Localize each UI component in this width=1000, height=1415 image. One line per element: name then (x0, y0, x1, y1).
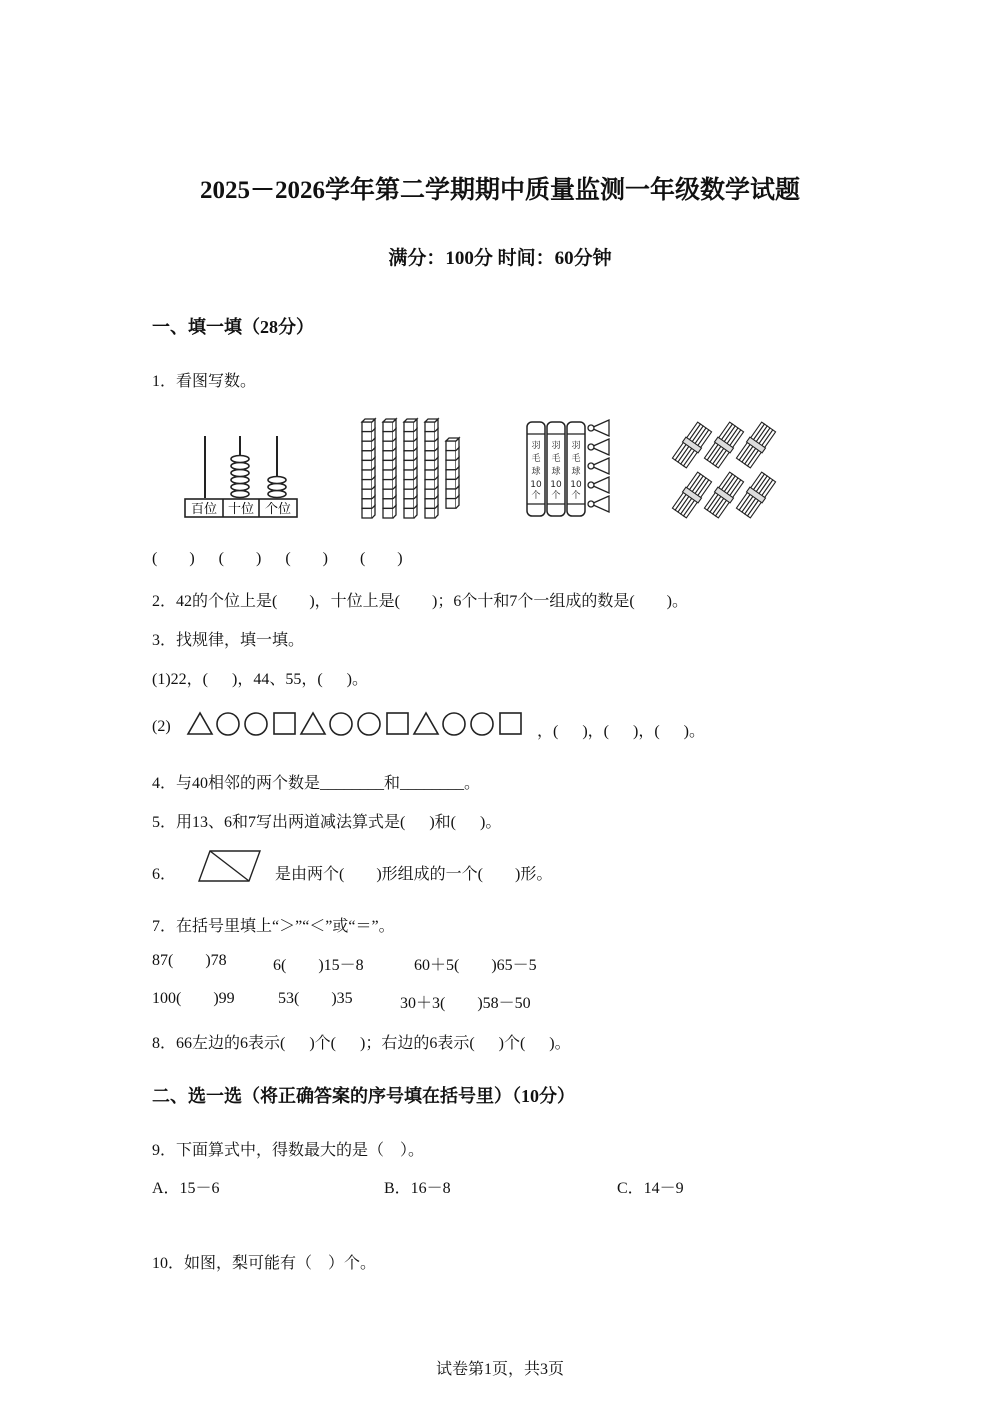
q10-text: 10．如图，梨可能有（ ）个。 (152, 1255, 377, 1272)
tube-label-char-2: 毛 (531, 454, 541, 464)
tube-label-char-1: 羽 (531, 441, 541, 451)
tube2-label-char-2: 毛 (551, 454, 561, 464)
tube3-label-char-5: 个 (571, 491, 581, 501)
tube2-label-char-5: 个 (551, 491, 561, 501)
q5-text: 5．用13、6和7写出两道减法算式是( )和( )。 (152, 814, 502, 831)
q3-2-label: (2) (152, 718, 171, 735)
q9-option-a[interactable]: A．15－6 (152, 1180, 220, 1197)
q3-2-blanks[interactable]: ，( )，( )，( )。 (537, 723, 705, 740)
tube3-label-char-1: 羽 (571, 441, 581, 451)
exam-subtitle: 满分：100分 时间：60分钟 (388, 248, 612, 269)
tube3-label-char-3: 球 (571, 467, 581, 477)
q7-row2-item-2[interactable]: 53( )35 (278, 990, 353, 1007)
q7-row2-item-3[interactable]: 30＋3( )58－50 (400, 995, 531, 1012)
q6-label: 6． (152, 866, 177, 883)
section1-heading: 一、填一填（28分） (152, 317, 314, 337)
stick-bundles-figure (670, 420, 782, 522)
q9-option-c[interactable]: C．14－9 (617, 1180, 684, 1197)
tube-label-char-4: 10 (530, 480, 542, 490)
abacus-label-hundreds: 百位 (190, 502, 218, 517)
q7-row2-item-1[interactable]: 100( )99 (152, 990, 235, 1007)
q9-option-b[interactable]: B．16－8 (384, 1180, 451, 1197)
q6-text: 是由两个( )形组成的一个( )形。 (275, 866, 553, 883)
tube3-label-char-2: 毛 (571, 454, 581, 464)
q7-row1-item-1[interactable]: 87( )78 (152, 952, 227, 969)
q4-text: 4．与40相邻的两个数是________和________。 (152, 775, 481, 792)
q2-text: 2．42的个位上是( )，十位上是( )；6个十和7个一组成的数是( )。 (152, 593, 688, 610)
exam-title: 2025－2026学年第二学期期中质量监测一年级数学试题 (199, 177, 800, 204)
q7-row1-item-2[interactable]: 6( )15－8 (273, 957, 364, 974)
abacus-label-ones: 个位 (264, 502, 292, 517)
page-footer: 试卷第1页，共3页 (435, 1361, 564, 1378)
q1-answer-blanks[interactable]: ( ) ( ) ( ) ( ) (152, 550, 403, 567)
section2-heading: 二、选一选（将正确答案的序号填在括号里）（10分） (152, 1086, 575, 1106)
tube2-label-char-4: 10 (550, 480, 562, 490)
tube2-label-char-1: 羽 (551, 441, 561, 451)
tube-label-char-5: 个 (531, 491, 541, 501)
q1-text: 1．看图写数。 (152, 373, 257, 390)
q3-1-text: (1)22，( )，44、55，( )。 (152, 671, 368, 688)
parallelogram-figure (198, 849, 262, 883)
q8-text: 8．66左边的6表示( )个( )；右边的6表示( )个( )。 (152, 1035, 571, 1052)
tube2-label-char-3: 球 (551, 467, 561, 477)
q7-row1-item-3[interactable]: 60＋5( )65－5 (414, 957, 537, 974)
abacus-label-tens: 十位 (227, 502, 255, 517)
q3-text: 3．找规律，填一填。 (152, 632, 305, 649)
tube3-label-char-4: 10 (570, 480, 582, 490)
shape-pattern (186, 710, 526, 738)
tube-label-char-3: 球 (531, 467, 541, 477)
shuttlecock-figure (523, 416, 617, 522)
q7-text: 7．在括号里填上“＞”“＜”或“＝”。 (152, 918, 395, 935)
cube-rods-figure (358, 418, 466, 520)
abacus-figure (183, 434, 301, 520)
q9-text: 9．下面算式中，得数最大的是（ ）。 (152, 1142, 425, 1159)
